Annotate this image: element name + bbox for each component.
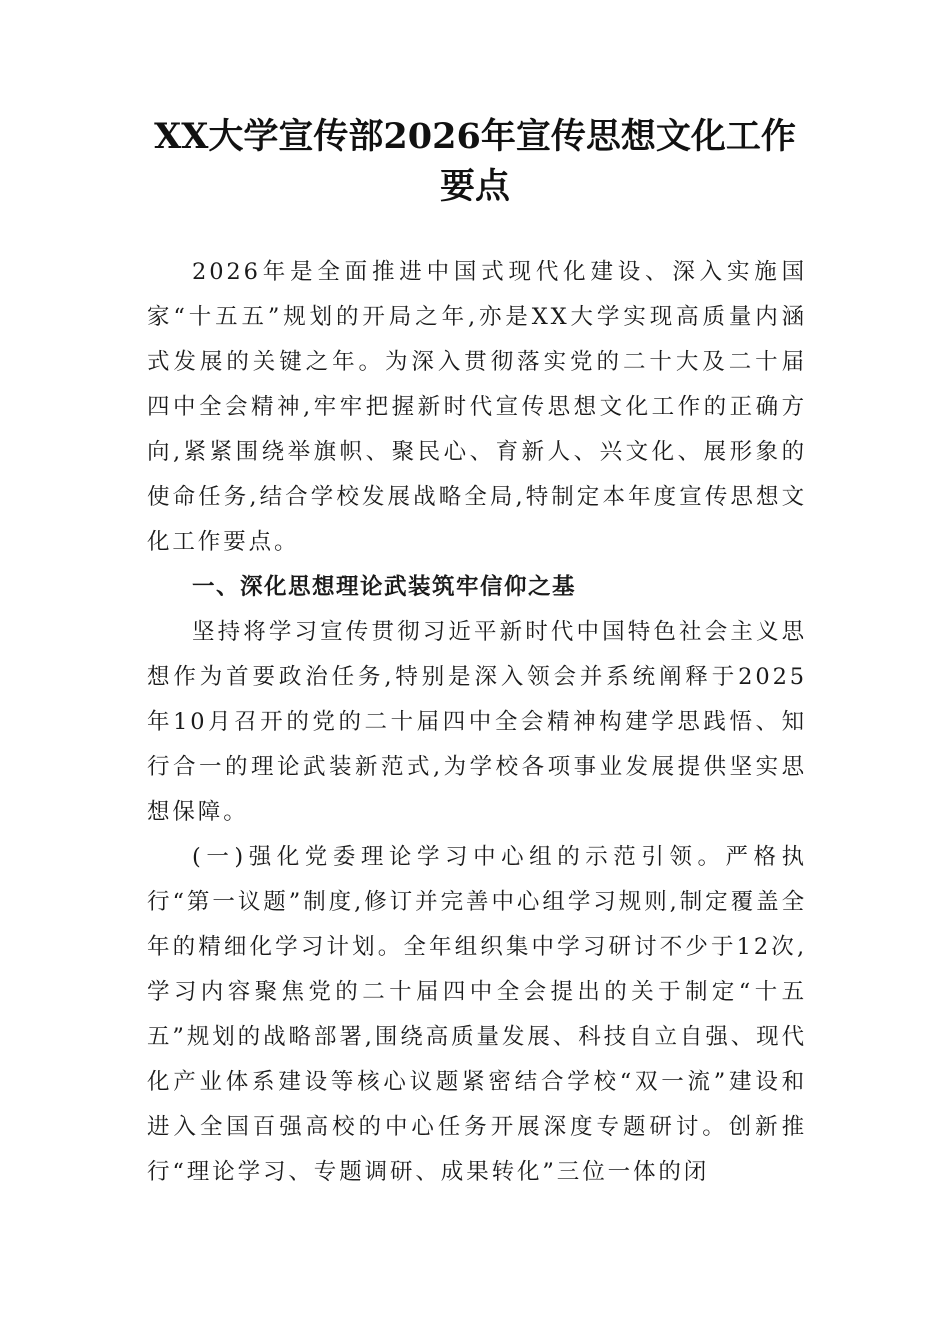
document-title: XX大学宣传部2026年宣传思想文化工作要点	[154, 116, 796, 207]
section-heading-1: 一、深化思想理论武装筑牢信仰之基	[192, 574, 577, 600]
document-body	[147, 250, 807, 1195]
section-1-paragraph: 坚持将学习宣传贯彻习近平新时代中国特色社会主义思想作为首要政治任务,特别是深入领会并系统阐释于2025年10月召开的党的二十届四中全会精神构建学思践悟、知行合一的理论武装新范式,为学校各项事业发展提供坚实思想保障。	[147, 619, 807, 825]
subsection-1-paragraph: (一)强化党委理论学习中心组的示范引领。严格执行“第一议题”制度,修订并完善中心组学习规则,制定覆盖全年的精细化学习计划。全年组织集中学习研讨不少于12次,学习内容聚焦党的二十届四中全会提出的关于制定“十五五”规划的战略部署,围绕高质量发展、科技自立自强、现代化产业体系建设等核心议题紧密结合学校“双一流”建设和进入全国百强高校的中心任务开展深度专题研讨。创新推行“理论学习、专题调研、成果转化”三位一体的闭	[147, 844, 807, 1185]
intro-paragraph: 2026年是全面推进中国式现代化建设、深入实施国家“十五五”规划的开局之年,亦是XX大学实现高质量内涵式发展的关键之年。为深入贯彻落实党的二十大及二十届四中全会精神,牢牢把握新时代宣传思想文化工作的正确方向,紧紧围绕举旗帜、聚民心、育新人、兴文化、展形象的使命任务,结合学校发展战略全局,特制定本年度宣传思想文化工作要点。	[147, 259, 807, 555]
